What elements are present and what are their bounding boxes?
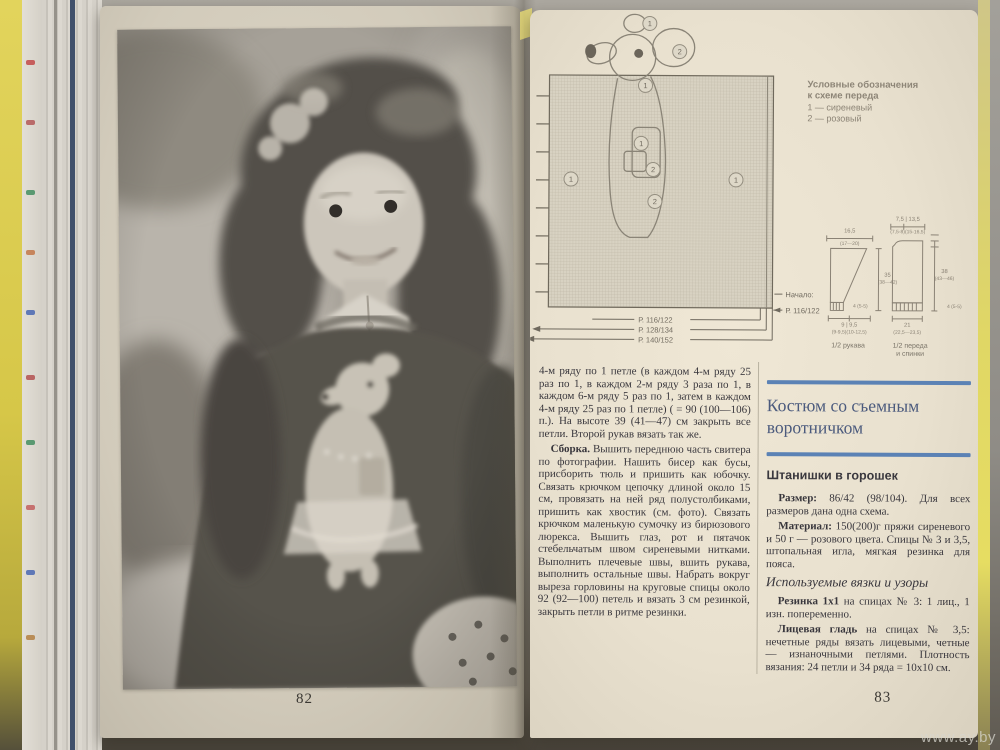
- schematic-sleeve-caption: 1/2 рукава: [831, 342, 865, 350]
- child-photo-illustration: [117, 26, 517, 689]
- rib-paragraph: [766, 595, 970, 621]
- section-rule-bottom: [767, 452, 971, 457]
- left-page: [100, 6, 524, 738]
- svg-text:2: 2: [652, 197, 658, 207]
- knitting-chart: [530, 9, 980, 361]
- child-photo: [117, 26, 517, 689]
- page-edge-marks: [22, 0, 42, 750]
- schematic-front-caption-1: 1/2 переда: [892, 342, 928, 350]
- background-right-edge: [990, 0, 1000, 750]
- section-heading: Костюм со съемным воротничком: [766, 395, 920, 438]
- material-lead: Материал:: [778, 520, 833, 533]
- size-lead: Размер:: [778, 492, 818, 505]
- column-divider: [756, 362, 759, 674]
- svg-text:(9-9,5)(10-12,5): (9-9,5)(10-12,5): [831, 329, 867, 336]
- rib-lead: Резинка 1х1: [777, 595, 840, 608]
- chart-start-size: Р. 116/122: [785, 306, 820, 316]
- svg-text:4 (5-5): 4 (5-5): [852, 303, 868, 310]
- chart-ticks-left: [535, 96, 549, 292]
- chart-start-label: Начало:: [785, 290, 814, 300]
- subsection-heading: Штанишки в горошек: [766, 468, 898, 483]
- svg-text:16,5: 16,5: [844, 228, 856, 235]
- legend-item: 2 — розовый: [807, 113, 862, 124]
- svg-text:2: 2: [650, 165, 656, 175]
- section-rule-top: [767, 380, 971, 385]
- material-paragraph: [766, 520, 970, 571]
- svg-text:1: 1: [647, 19, 652, 29]
- chart-marker: [673, 45, 687, 59]
- size-paragraph: [766, 492, 970, 518]
- schematic-sleeve: [826, 228, 898, 349]
- svg-text:(43—46): (43—46): [934, 275, 955, 283]
- rib-text: на спицах № 3: 1 лиц., 1 изн. попеременно.: [765, 595, 970, 621]
- legend-item: 1 — сиреневый: [807, 102, 873, 113]
- watermark: www.ay.by: [920, 729, 996, 746]
- svg-text:35: 35: [884, 272, 891, 279]
- size-text: 86/42 (98/104). Для всех размеров дана одна схема.: [766, 492, 971, 518]
- assembly-text: Вышить переднюю часть свитера по фотографии. Нашить бисер как бусы, присборить тюль и пришить как юбочку. Связать крючком цепочку длиной около 15 см, провязать на ней ряд полустолбиками, пришить как хвостик (см. фото). Связать крючком маленькую сумочку из бирюзового люрекса. Вышить глаз, рот и пятачок стебельчатым швом сиреневыми нитками. Выполнить плечевые швы, вшить рукава, выполнить остальные швы. Набрать вокруг выреза горловины на круговые спицы около 92 (92—100) петель и вязать 3 см резинкой, закрыть петли в ритме резинки.: [537, 443, 751, 619]
- svg-text:9 | 9,5: 9 | 9,5: [841, 322, 858, 329]
- svg-text:38: 38: [941, 268, 948, 276]
- size-label: Р. 128/134: [638, 325, 674, 335]
- chart-grid: [535, 75, 773, 308]
- stockinette-paragraph: [765, 623, 969, 674]
- patterns-heading: Используемые вязки и узоры: [765, 574, 929, 590]
- chart-marker: [729, 173, 743, 187]
- legend-title: Условные обозначения к схеме переда: [807, 79, 919, 102]
- page-edge-yellow: [978, 0, 990, 750]
- stockinette-text: на спицах № 3,5: нечетные ряды вязать лицевыми, четные — изнаночными петлями. Плотность вязания: 24 петли и 34 ряда = 10х10 см.: [765, 623, 970, 674]
- chart-legend: [807, 80, 957, 124]
- chart-size-brackets: [530, 307, 772, 345]
- instructions-text: 4-м ряду по 1 петле (в каждом 4-м ряду 25 раз по 1, в каждом 2-м ряду 3 раза по 1, в каждом 6-м ряду 5 раз по 1, затем в каждом 4-м ряду 25 раз по 1 петле) ( = 90 (100—106) п.). На высоте 39 (41—47) см закрыть все петли. Второй рукав вязать так же.: [538, 364, 752, 441]
- svg-text:4 (5-5): 4 (5-5): [946, 304, 962, 311]
- svg-text:7,5 | 13,5: 7,5 | 13,5: [895, 216, 920, 223]
- assembly-paragraph: [538, 443, 751, 619]
- text-column-1: [538, 365, 751, 622]
- svg-text:1: 1: [639, 139, 644, 149]
- size-label: Р. 140/152: [638, 335, 674, 345]
- chart-start-labels: [773, 290, 819, 315]
- page-number-83: 83: [874, 689, 892, 706]
- schematic-front-back: [890, 217, 963, 358]
- chart-marker: [564, 172, 578, 186]
- right-page: [530, 10, 978, 738]
- page-stack-left: [42, 0, 102, 750]
- material-text: 150(200)г пряжи сиреневого и 50 г — розового цвета. Спицы № 3 и 3,5, штопальная игла, мягкая резинка для пояса.: [765, 520, 971, 570]
- page-stack-blue-stripe: [70, 0, 75, 750]
- svg-text:(17—20): (17—20): [839, 240, 860, 248]
- page-number-82: 82: [296, 691, 313, 707]
- svg-text:(22,5—23,5): (22,5—23,5): [893, 329, 922, 336]
- size-label: Р. 116/122: [638, 315, 673, 325]
- svg-text:21: 21: [904, 322, 911, 329]
- assembly-lead: Сборка.: [550, 442, 591, 456]
- svg-text:1: 1: [568, 174, 574, 184]
- text-column-2: [765, 366, 971, 677]
- svg-text:2: 2: [677, 47, 682, 57]
- chart-marker: [648, 194, 662, 208]
- instructions-paragraph: [539, 365, 751, 441]
- svg-text:1: 1: [733, 175, 739, 185]
- stockinette-lead: Лицевая гладь: [777, 623, 858, 636]
- svg-text:(38—42): (38—42): [877, 279, 898, 286]
- svg-text:(7,5-8)(15-16,5): (7,5-8)(15-16,5): [890, 229, 926, 236]
- chart-marker: [646, 162, 660, 176]
- chart-marker: [634, 136, 648, 150]
- book-cover-edge: [0, 0, 22, 750]
- svg-text:1: 1: [643, 81, 648, 91]
- chart-marker: [643, 16, 657, 30]
- schematic-front-caption-2: и спинки: [896, 350, 925, 358]
- page-stack-stripe: [54, 0, 57, 750]
- chart-marker: [638, 78, 652, 92]
